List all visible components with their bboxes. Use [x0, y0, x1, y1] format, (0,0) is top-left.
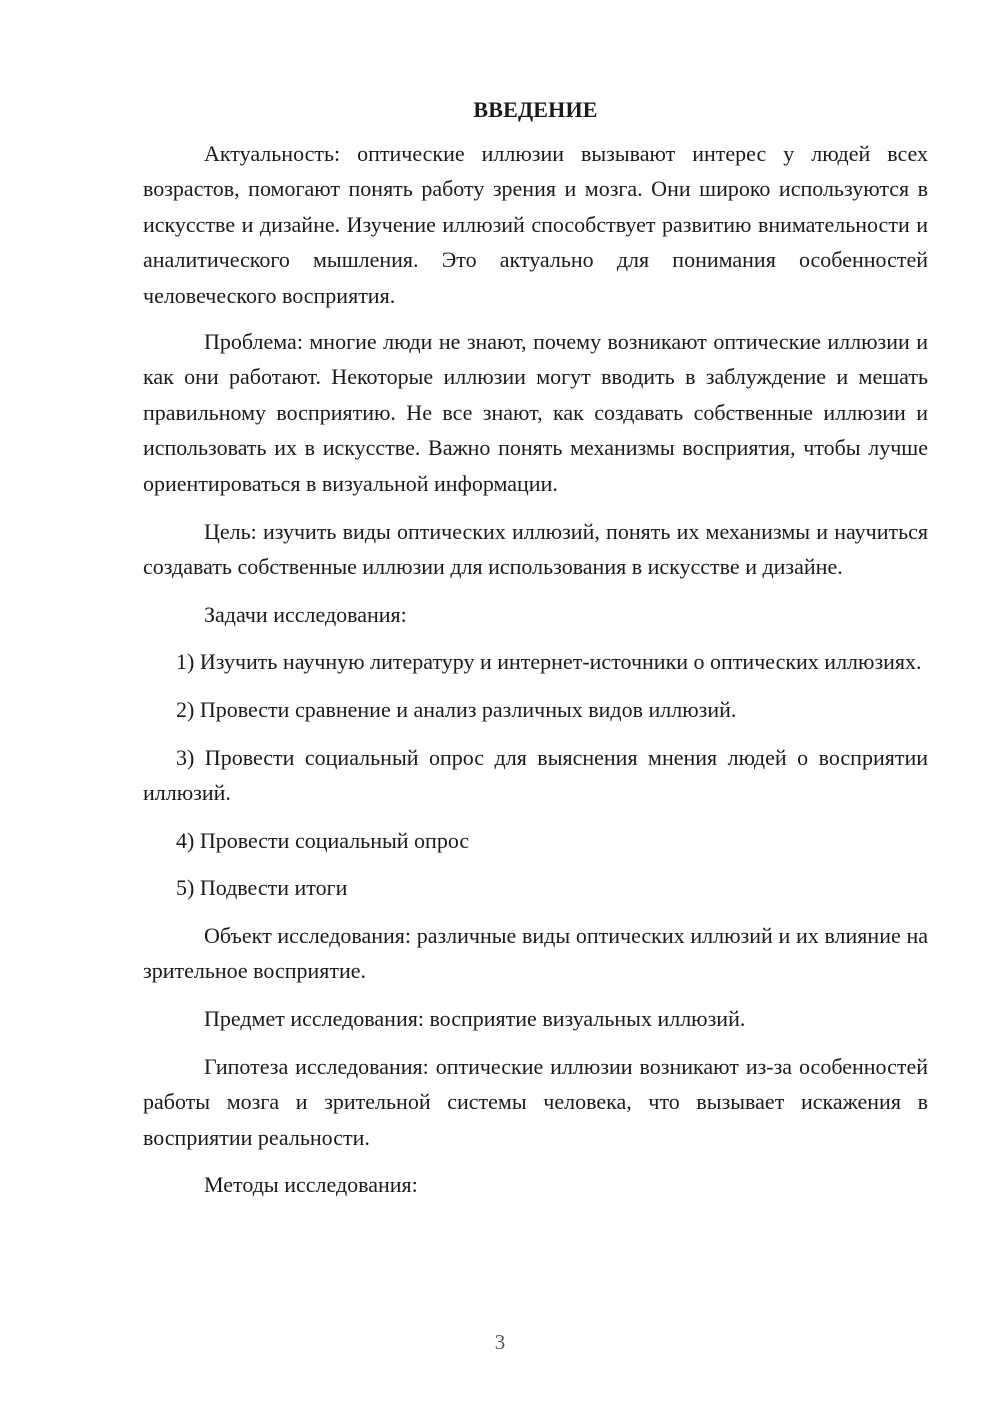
- relevance-paragraph: Актуальность: оптические иллюзии вызывают интерес у людей всех возрастов, помогают понять работу зрения и мозга. Они широко используются в искусстве и дизайне. Изучение иллюзий способствует развитию внимательности и аналитического мышления. Это актуально для понимания особенностей человеческого восприятия.: [143, 140, 928, 308]
- object-paragraph: Объект исследования: различные виды оптических иллюзий и их влияние на зрительное восприятие.: [143, 922, 928, 984]
- tasks-heading: Задачи исследования:: [204, 601, 407, 627]
- task-item-5: 5) Подвести итоги: [176, 875, 348, 901]
- task-item-3: 3) Провести социальный опрос для выяснения мнения людей о восприятии иллюзий.: [143, 744, 928, 806]
- task-item-1: 1) Изучить научную литературу и интернет-источники о оптических иллюзиях.: [176, 649, 922, 675]
- section-title: ВВЕДЕНИЕ: [473, 97, 598, 122]
- methods-heading: Методы исследования:: [204, 1172, 418, 1198]
- goal-paragraph: Цель: изучить виды оптических иллюзий, понять их механизмы и научиться создавать собственные иллюзии для использования в искусстве и дизайне.: [143, 518, 928, 580]
- hypothesis-paragraph: Гипотеза исследования: оптические иллюзии возникают из-за особенностей работы мозга и зрительной системы человека, что вызывает искажения в восприятии реальности.: [143, 1053, 928, 1150]
- document-page: [143, 92, 928, 1215]
- page-number: 3: [494, 1330, 506, 1354]
- task-item-2: 2) Провести сравнение и анализ различных видов иллюзий.: [176, 696, 737, 722]
- task-item-4: 4) Провести социальный опрос: [176, 827, 470, 853]
- subject-paragraph: Предмет исследования: восприятие визуальных иллюзий.: [204, 1006, 746, 1032]
- problem-paragraph: Проблема: многие люди не знают, почему возникают оптические иллюзии и как они работают. Некоторые иллюзии могут вводить в заблуждение и мешать правильному восприятию. Не все знают, как создавать собственные иллюзии и использовать их в искусстве. Важно понять механизмы восприятия, чтобы лучше ориентироваться в визуальной информации.: [143, 328, 928, 496]
